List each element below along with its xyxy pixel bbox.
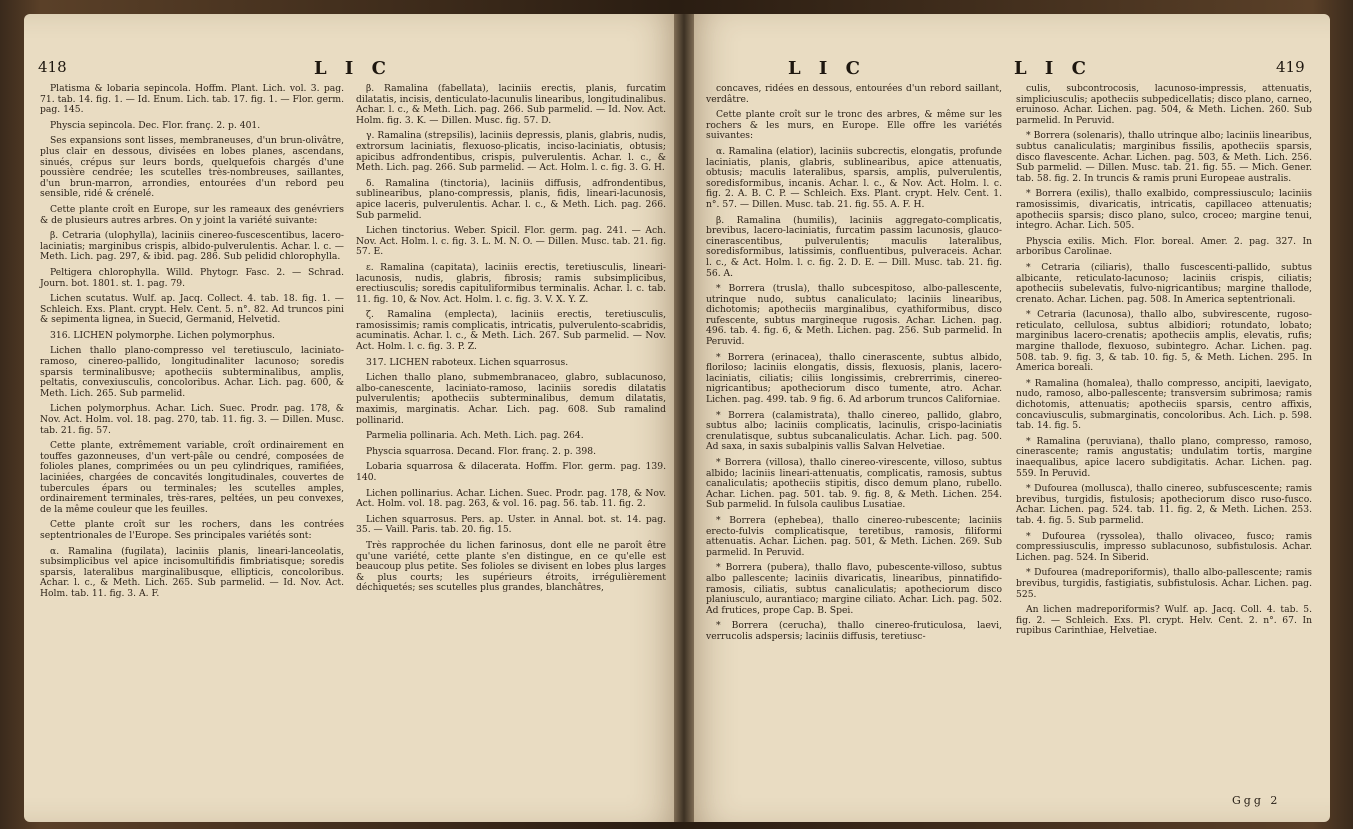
paragraph: Lichen polymorphus. Achar. Lich. Suec. Prodr. pag. 178, & Nov. Act. Holm. vol. 18. pag. 270, tab. 11. fig. 3. — Dillen. Musc. tab. 21. fig. 57. bbox=[40, 403, 344, 436]
paragraph: culis, subcontrocosis, lacunoso-impressis, attenuatis, simpliciusculis; apotheciis subpedicellatis; disco plano, carneo, eruinoso. Achar. Lichen. pag. 504, & Meth. Lichen. 260. Sub parmelid. In Peruvid. bbox=[1016, 83, 1312, 126]
paragraph: * Borrera (trusla), thallo subcespitoso, albo-pallescente, utrinque nudo, subtus canaliculato; laciniis linearibus, dichotomis; apotheciis marginalibus, cyathiformibus, disco rufescente, subtus margineque rugosis. Achar. Lichen. pag. 496. tab. 4. fig. 6, & Meth. Lichen. pag. 256. Sub parmelid. In Peruvid. bbox=[706, 283, 1002, 348]
paragraph: Lobaria squarrosa & dilacerata. Hoffm. Flor. germ. pag. 139. 140. bbox=[356, 461, 666, 483]
left-column-1 bbox=[40, 84, 344, 605]
paragraph: γ. Ramalina (strepsilis), laciniis depressis, planis, glabris, nudis, extrorsum laciniatis, flexuoso-plicatis, inciso-laciniatis, obtusis; apicibus adfrondentibus, crispis, pulverulentis. Achar. l. c., & Meth. Lich. pag. 266. Sub parmelid. — Act. Holm. l. c. fig. 3. G. H. bbox=[356, 130, 666, 174]
paragraph: * Ramalina (peruviana), thallo plano, compresso, ramoso, cinerascente; ramis angustatis; undulatim tortis, margine inaequalibus, apice lacero subdigitatis. Achar. Lichen. pag. 559. In Peruvid. bbox=[1016, 435, 1312, 479]
paragraph: α. Ramalina (elatior), laciniis subcrectis, elongatis, profunde laciniatis, planis, glabris, sublinearibus, apice attenuatis, obtusis; maculis lateralibus, sparsis, amplis, pulverulentis, soredisformibus, incanis. Achar. l. c., & Nov. Act. Holm. l. c. fig. 2. A. B. C. P. — Schleich. Exs. Plant. crypt. Helv. Cent. 1. n°. 57. — Dillen. Musc. tab. 21. fig. 55. A. F. H. bbox=[706, 145, 1002, 210]
paragraph: Physcia sepincola. Dec. Flor. franç. 2. p. 401. bbox=[50, 119, 261, 131]
paragraph: Très rapprochée du lichen farinosus, dont elle ne paroît être qu'une variété, cette plante s'en distingue, en ce qu'elle est beaucoup plus petite. Ses folioles se divisent en lobes plus larges & plus courts; les supérieurs étroits, irrégulièrement déchiquetés; ses scutelles plus grandes, blanchâtres, bbox=[356, 539, 666, 594]
paragraph: Cette plante croît sur le tronc des arbres, & même sur les rochers & les murs, en Europe. Elle offre les variétés suivantes: bbox=[706, 109, 1002, 142]
paragraph: Physcia exilis. Mich. Flor. boreal. Amer. 2. pag. 327. In arboribus Carolinae. bbox=[1016, 235, 1312, 258]
paragraph: β. Cetraria (ulophylla), laciniis cinereo-fuscescentibus, lacero-laciniatis; marginibus crispis, albido-pulverulentis. Achar. l. c. — Meth. Lich. pag. 297, & ibid. pag. 286. Sub pelidid chlorophylla. bbox=[40, 230, 344, 263]
paragraph: * Borrera (exilis), thallo exalbido, compressiusculo; laciniis ramosissimis, divaricatis, intricatis, capillaceo attenuatis; apotheciis sparsis; disco plano, sulco, croceo; margine tenui, integro. Achar. Lich. 505. bbox=[1016, 188, 1312, 232]
paragraph: * Cetraria (ciliaris), thallo fuscescenti-pallido, subtus albicante, reticulato-lacunoso; laciniis crispis, ciliatis; apotheciis subelevatis, fulvo-nigricantibus; margine thallode, crenato. Achar. Lichen. pag. 508. In America septentrionali. bbox=[1016, 261, 1312, 305]
left-page-header: L I C bbox=[314, 58, 392, 79]
paragraph: Cette plante croît sur les rochers, dans les contrées septentrionales de l'Europe. Ses principales variétés sont: bbox=[40, 519, 344, 541]
paragraph: * Borrera (cerucha), thallo cinereo-fruticulosa, laevi, verrucolis adspersis; laciniis diffusis, teretiusc- bbox=[706, 620, 1002, 642]
paragraph: concaves, ridées en dessous, entourées d'un rebord saillant, verdâtre. bbox=[706, 83, 1002, 105]
book-gutter bbox=[674, 14, 694, 822]
paragraph: β. Ramalina (humilis), laciniis aggregato-complicatis, brevibus, lacero-laciniatis, furcatim passim lacunosis, glauco-cinerascentibus, pulverulentis; maculis lateralibus, soredisformibus, latissimis, confluentibus, pulveraceis. Achar. l. c., & Act. Holm. l. c. fig. 2. D. E. — Dill. Musc. tab. 21. fig. 56. A. bbox=[706, 214, 1002, 279]
paragraph: Lichen thallo plano-compresso vel teretiusculo, laciniato-ramoso, cinereo-pallido, longitudinaliter lacunoso; soredis sparsis terminalibusve; apotheciis subterminalibus, amplis, peltatis, convexiusculis, concoloribus. Achar. Lich. pag. 600, & Meth. Lich. 265. Sub parmelid. bbox=[40, 345, 344, 399]
paragraph: * Borrera (solenaris), thallo utrinque albo; laciniis linearibus, subtus canaliculatis; marginibus fissilis, apotheciis sparsis, disco flavescente. Achar. Lichen. pag. 503, & Meth. Lich. 256. Sub parmelid. — Dillen. Musc. tab. 21. fig. 55. — Mich. Gener. tab. 58. fig. 2. In truncis & ramis pruni Europeae australis. bbox=[1016, 130, 1312, 184]
paragraph: * Borrera (erinacea), thallo cinerascente, subtus albido, floriloso; laciniis elongatis, dissis, flexuosis, planis, lacero-laciniatis, ciliatis; ciliis longissimis, crebrerrimis, cinereo-nigricantibus; apotheciorum disco tumente, atro. Achar. Lichen. pag. 499. tab. 9 fig. 6. Ad arborum truncos Californiae. bbox=[706, 351, 1002, 406]
paragraph: Cette plante, extrêmement variable, croît ordinairement en touffes gazonneuses, d'un vert-pâle ou cendré, composées de folioles planes, comprimées ou un peu cylindriques, ramifiées, laciniées, chargées de concavités longitudinales, couvertes de tubercules épars ou terminales; les scutelles amples, ordinairement terminales, très-rares, peltées, un peu convexes, de la même couleur que les feuilles. bbox=[40, 440, 344, 515]
paragraph: * Ramalina (homalea), thallo compresso, ancipiti, laevigato, nudo, ramoso, albo-pallescente; transversim subrimosa; ramis dichotomis, attenuatis; apotheciis sparsis, centro affixis, concaviusculis, submarginatis, concoloribus. Ach. Lich. p. 598. tab. 14. fig. 5. bbox=[1016, 377, 1312, 432]
paragraph: Cette plante croît en Europe, sur les rameaux des genévriers & de plusieurs autres arbres. On y joint la variété suivante: bbox=[40, 203, 344, 226]
paragraph: Lichen squarrosus. Pers. ap. Uster. in Annal. bot. st. 14. pag. 35. — Vaill. Paris. tab. 20. fig. 15. bbox=[356, 513, 666, 536]
paragraph: Platisma & lobaria sepincola. Hoffm. Plant. Lich. vol. 3. pag. 71. tab. 14. fig. 1. — Id. Enum. Lich. tab. 17. fig. 1. — Flor. germ. pag. 145. bbox=[40, 83, 344, 116]
left-page-number: 418 bbox=[38, 58, 67, 76]
right-column-2 bbox=[1016, 84, 1312, 642]
paragraph: Lichen thallo plano, submembranaceo, glabro, sublacunoso, albo-canescente, laciniato-ramoso, laciniis soredis dilatatis pulverulentis; apotheciis subterminalibus, demum dilatatis, maximis, marginatis. Achar. Lich. pag. 608. Sub ramalind pollinarid. bbox=[356, 372, 666, 426]
paragraph: β. Ramalina (fabellata), laciniis erectis, planis, furcatim dilatatis, incisis, denticulato-lacunulis linearibus, longitudinalibus. Achar. l. c., & Meth. Lich. pag. 266. Sub parmelid. — Id. Nov. Act. Holm. fig. 3. K. — Dillen. Musc. fig. 57. D. bbox=[356, 83, 666, 126]
paragraph: α. Ramalina (fugilata), laciniis planis, lineari-lanceolatis, subsimplicibus vel apice incisomultifidis fimbriatisque; soredis sparsis, lateralibus marginalibusque, ellipticis, concoloribus. Achar. l. c., & Meth. Lich. 265. Sub parmelid. — Id. Nov. Act. Holm. tab. 11. fig. 3. A. F. bbox=[40, 545, 344, 599]
right-page-header-1: L I C bbox=[788, 58, 866, 79]
paragraph: * Dufourea (ryssolea), thallo olivaceo, fusco; ramis compressiusculis, impresso sublacunoso, subfistulosis. Achar. Lichen. pag. 524. In Siberid. bbox=[1016, 530, 1312, 563]
right-page-header-2: L I C bbox=[1014, 58, 1092, 79]
left-page bbox=[24, 14, 684, 822]
paragraph: Ses expansions sont lisses, membraneuses, d'un brun-olivâtre, plus clair en dessous, divisées en lobes planes, ascendans, sinués, crépus sur leurs bords, quelquefois chargés d'une poussière cendrée; les scutelles très-nombreuses, saillantes, d'un brun-marron, arrondies, entourées d'un rebord peu sensible, ridé & crénelé. bbox=[40, 135, 344, 200]
right-column-1 bbox=[706, 84, 1002, 648]
left-column-2 bbox=[356, 84, 666, 599]
paragraph: * Borrera (ephebea), thallo cinereo-rubescente; laciniis erecto-fulvis complicatisque, teretibus, ramosis, filiformi attenuatis. Achar. Lichen. pag. 501, & Meth. Lichen. 269. Sub parmelid. In Peruvid. bbox=[706, 514, 1002, 558]
paragraph: 317. LICHEN raboteux. Lichen squarrosus. bbox=[366, 356, 569, 368]
paragraph: * Borrera (calamistrata), thallo cinereo, pallido, glabro, subtus albo; laciniis complicatis, lacinulis, crispo-laciniatis crenulatisque, subtus subcanaliculatis. Achar. Lich. pag. 500. Ad saxa, in saxis subalpinis vallis Salvan Helvetiae. bbox=[706, 409, 1002, 453]
paragraph: Lichen pollinarius. Achar. Lichen. Suec. Prodr. pag. 178, & Nov. Act. Holm. vol. 18. pag. 263, & vol. 16. pag. 56. tab. 11. fig. 2. bbox=[356, 487, 666, 510]
signature-mark: Ggg 2 bbox=[1232, 794, 1281, 807]
paragraph: Physcia squarrosa. Decand. Flor. franç. 2. p. 398. bbox=[366, 445, 596, 457]
paragraph: * Borrera (villosa), thallo cinereo-virescente, villoso, subtus albido; laciniis lineari-attenuatis, complicatis, ramosis, subtus canaliculatis; apotheciis stipitis, disco demum plano, rubello. Achar. Lichen. pag. 501. tab. 9. fig. 8, & Meth. Lichen. 254. Sub parmelid. In fulsola caulibus Lusatiae. bbox=[706, 457, 1002, 511]
paragraph: ζ. Ramalina (emplecta), laciniis erectis, teretiusculis, ramosissimis; ramis complicatis, intricatis, pulverulento-scabridis, acuminatis. Achar. l. c., & Meth. Lich. 267. Sub parmelid. — Nov. Act. Holm. l. c. fig. 3. P. Z. bbox=[356, 309, 666, 353]
paragraph: ε. Ramalina (capitata), laciniis erectis, teretiusculis, lineari-lacunosis, nudis, glabris, fibrosis; ramis subsimplicibus, erectiusculis; soredis capituliformibus terminalis. Achar. l. c. tab. 11. fig. 10, & Nov. Act. Holm. l. c. fig. 3. V. X. Y. Z. bbox=[356, 261, 666, 305]
paragraph: 316. LICHEN polymorphe. Lichen polymorphus. bbox=[50, 329, 275, 341]
paragraph: Lichen tinctorius. Weber. Spicil. Flor. germ. pag. 241. — Ach. Nov. Act. Holm. l. c. fig. 3. L. M. N. O. — Dillen. Musc. tab. 21. fig. 57. E. bbox=[356, 225, 666, 258]
paragraph: * Cetraria (lacunosa), thallo albo, subvirescente, rugoso-reticulato, cellulosa, subtus albidiori; rotundato, lobato; marginibus lacero-crenatis; apotheciis amplis, elevatis, rufis; margine thallode, flexuoso, subintegro. Achar. Lichen. pag. 508. tab. 9. fig. 3, & tab. 10. fig. 5, & Meth. Lichen. 295. In America boreali. bbox=[1016, 309, 1312, 374]
paragraph: Peltigera chlorophylla. Willd. Phytogr. Fasc. 2. — Schrad. Journ. bot. 1801. st. 1. pag. 79. bbox=[40, 266, 344, 289]
paragraph: δ. Ramalina (tinctoria), laciniis diffusis, adfrondentibus, sublinearibus, plano-compressis, planis, fidis, lineari-lacunosis, apice laceris, pulverulentis. Achar. l. c., & Meth. Lich. pag. 266. Sub parmelid. bbox=[356, 177, 666, 221]
right-page bbox=[684, 14, 1330, 822]
paragraph: * Dufourea (madreporiformis), thallo albo-pallescente; ramis brevibus, turgidis, fastigiatis, subfistulosis. Achar. Lichen. pag. 525. bbox=[1016, 567, 1312, 600]
paragraph: An lichen madreporiformis? Wulf. ap. Jacq. Coll. 4. tab. 5. fig. 2. — Schleich. Exs. Pl. crypt. Helv. Cent. 2. n°. 67. In rupibus Carinthiae, Helvetiae. bbox=[1016, 604, 1312, 637]
paragraph: * Borrera (pubera), thallo flavo, pubescente-villoso, subtus albo pallescente; laciniis divaricatis, linearibus, pinnatifido-ramosis, ciliatis, subtus canaliculatis; apotheciorum disco planiusculo, aurantiaco; margine ciliato. Achar. Lich. pag. 502. Ad frutices, prope Cap. B. Spei. bbox=[706, 562, 1002, 616]
right-page-number: 419 bbox=[1276, 58, 1305, 76]
paragraph: * Dufourea (mollusca), thallo cinereo, subfuscescente; ramis brevibus, turgidis, fistulosis; apotheciorum disco ruso-fusco. Achar. Lichen. pag. 524. tab. 11. fig. 2, & Meth. Lichen. 253. tab. 4. fig. 5. Sub parmelid. bbox=[1016, 483, 1312, 526]
paragraph: Parmelia pollinaria. Ach. Meth. Lich. pag. 264. bbox=[366, 430, 584, 442]
paragraph: Lichen scutatus. Wulf. ap. Jacq. Collect. 4. tab. 18. fig. 1. — Schleich. Exs. Plant. crypt. Helv. Cent. 5. n°. 82. Ad truncos pini & sepimenta lignea, in Suecid, Germanid, Helvetid. bbox=[40, 293, 344, 326]
